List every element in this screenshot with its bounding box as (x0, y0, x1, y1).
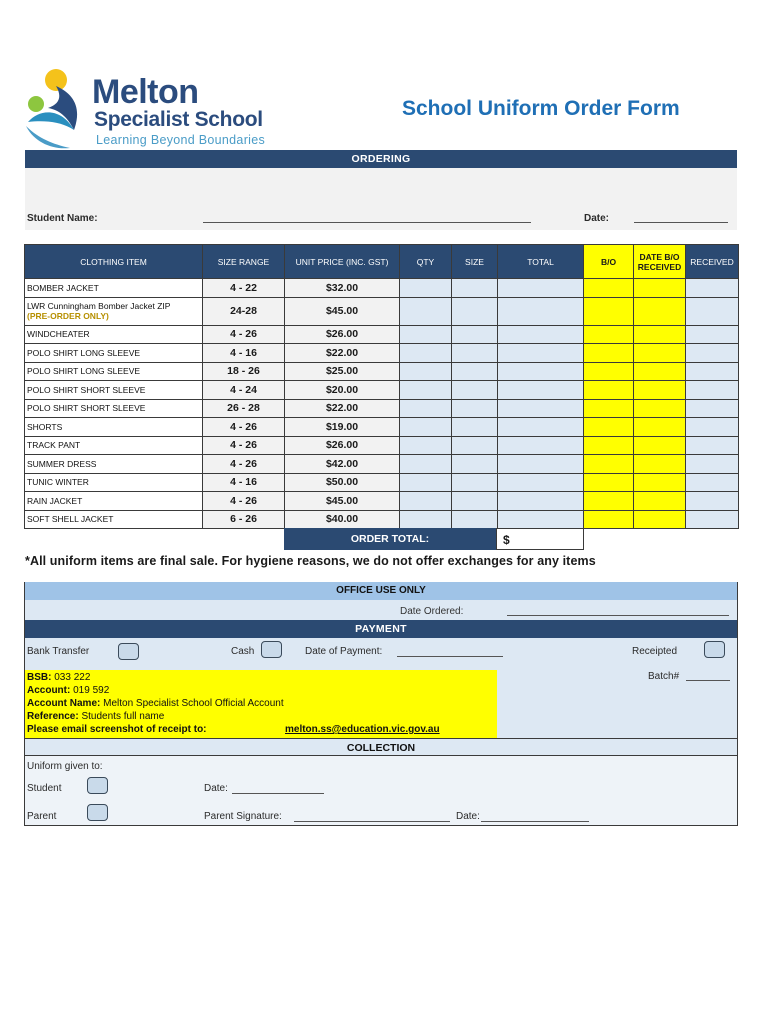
date-bo-received-input[interactable] (634, 436, 686, 455)
unit-price-cell: $22.00 (285, 344, 400, 363)
student-name-field[interactable] (203, 222, 531, 223)
email-instruction: Please email screenshot of receipt to: (27, 724, 207, 735)
qty-input[interactable] (400, 492, 452, 511)
col-header-bo: B/O (584, 245, 634, 279)
total-input[interactable] (498, 362, 584, 381)
qty-input[interactable] (400, 381, 452, 400)
table-row (25, 381, 739, 400)
item-name: POLO SHIRT LONG SLEEVE (27, 366, 141, 377)
qty-input[interactable] (400, 455, 452, 474)
size-range-cell: 18 - 26 (203, 362, 285, 381)
received-input[interactable] (686, 455, 739, 474)
account-value: 019 592 (73, 685, 110, 696)
size-range-cell: 4 - 26 (203, 436, 285, 455)
bo-input[interactable] (584, 473, 634, 492)
parent-signature-label: Parent Signature: (204, 811, 282, 822)
item-name: RAIN JACKET (27, 495, 83, 506)
parent-date-label: Date: (456, 811, 480, 822)
parent-date-field[interactable] (481, 821, 589, 822)
col-header-total: TOTAL (498, 245, 584, 279)
receipted-label: Receipted (632, 646, 678, 657)
qty-input[interactable] (400, 297, 452, 325)
cash-label: Cash (231, 646, 255, 657)
bo-input[interactable] (584, 455, 634, 474)
table-row (25, 399, 739, 418)
size-range-cell: 26 - 28 (203, 399, 285, 418)
logo-text-specialist-school: Specialist School (94, 108, 263, 131)
col-header-date-bo-received: DATE B/O RECEIVED (634, 245, 686, 279)
total-input[interactable] (498, 436, 584, 455)
account-name-label: Account Name: (27, 698, 101, 709)
bo-input[interactable] (584, 325, 634, 344)
size-input[interactable] (452, 381, 498, 400)
item-name: TRACK PANT (27, 440, 81, 451)
bo-input[interactable] (584, 279, 634, 298)
table-row (25, 473, 739, 492)
reference-line (27, 710, 495, 723)
size-input[interactable] (452, 473, 498, 492)
item-cell (25, 297, 203, 325)
total-input[interactable] (498, 510, 584, 529)
date-bo-received-input[interactable] (634, 492, 686, 511)
total-input[interactable] (498, 325, 584, 344)
receipted-checkbox[interactable] (704, 641, 725, 658)
unit-price-cell: $19.00 (285, 418, 400, 437)
col-header-received: RECEIVED (686, 245, 739, 279)
account-name-line (27, 697, 495, 710)
batch-label: Batch# (648, 671, 680, 682)
size-range-cell: 4 - 26 (203, 325, 285, 344)
col-header-unit-price: UNIT PRICE (INC. GST) (285, 245, 400, 279)
col-header-size-range: SIZE RANGE (203, 245, 285, 279)
student-label: Student (27, 783, 62, 794)
bsb-label: BSB: (27, 672, 52, 683)
bo-input[interactable] (584, 399, 634, 418)
bo-input[interactable] (584, 344, 634, 363)
unit-price-cell: $25.00 (285, 362, 400, 381)
bank-details-box (25, 670, 497, 738)
col-header-size: SIZE (452, 245, 498, 279)
bsb-line (27, 671, 495, 684)
unit-price-cell: $40.00 (285, 510, 400, 529)
student-checkbox[interactable] (87, 777, 108, 794)
collection-date-label: Date: (204, 783, 228, 794)
item-cell (25, 455, 203, 474)
unit-price-cell: $50.00 (285, 473, 400, 492)
received-input[interactable] (686, 510, 739, 529)
table-row (25, 344, 739, 363)
order-table (24, 244, 739, 529)
item-name: SHORTS (27, 421, 63, 432)
received-input[interactable] (686, 492, 739, 511)
table-row (25, 455, 739, 474)
qty-input[interactable] (400, 279, 452, 298)
size-range-cell: 6 - 26 (203, 510, 285, 529)
logo-text-melton: Melton (92, 73, 199, 111)
batch-field[interactable] (686, 680, 730, 681)
bo-input[interactable] (584, 510, 634, 529)
account-line (27, 684, 495, 697)
item-name: POLO SHIRT SHORT SLEEVE (27, 384, 146, 395)
item-cell (25, 362, 203, 381)
item-name: SOFT SHELL JACKET (27, 514, 114, 525)
total-input[interactable] (498, 297, 584, 325)
table-row (25, 492, 739, 511)
bo-input[interactable] (584, 436, 634, 455)
total-input[interactable] (498, 418, 584, 437)
bank-transfer-checkbox[interactable] (118, 643, 139, 660)
size-input[interactable] (452, 297, 498, 325)
bank-transfer-label: Bank Transfer (27, 646, 90, 657)
received-input[interactable] (686, 325, 739, 344)
table-row (25, 418, 739, 437)
date-bo-received-input[interactable] (634, 473, 686, 492)
size-input[interactable] (452, 362, 498, 381)
ordering-area (25, 168, 737, 230)
account-name-value: Melton Specialist School Official Account (103, 698, 284, 709)
uniform-given-to-label: Uniform given to: (27, 761, 103, 772)
unit-price-cell: $22.00 (285, 399, 400, 418)
item-name: POLO SHIRT LONG SLEEVE (27, 347, 141, 358)
unit-price-cell: $42.00 (285, 455, 400, 474)
reference-value: Students full name (81, 711, 165, 722)
date-bo-received-input[interactable] (634, 510, 686, 529)
size-range-cell: 4 - 16 (203, 344, 285, 363)
office-use-header: OFFICE USE ONLY (25, 582, 737, 600)
item-cell (25, 344, 203, 363)
received-input[interactable] (686, 297, 739, 325)
item-name: LWR Cunningham Bomber Jacket ZIP (27, 301, 171, 311)
date-bo-received-input[interactable] (634, 297, 686, 325)
received-input[interactable] (686, 436, 739, 455)
unit-price-cell: $26.00 (285, 325, 400, 344)
bo-input[interactable] (584, 492, 634, 511)
size-input[interactable] (452, 492, 498, 511)
cash-checkbox[interactable] (261, 641, 282, 658)
size-range-cell: 4 - 16 (203, 473, 285, 492)
table-header-row (25, 245, 739, 279)
table-row (25, 279, 739, 298)
date-bo-received-input[interactable] (634, 325, 686, 344)
date-bo-received-input[interactable] (634, 418, 686, 437)
table-row (25, 362, 739, 381)
table-row (25, 510, 739, 529)
item-name: POLO SHIRT SHORT SLEEVE (27, 403, 146, 414)
qty-input[interactable] (400, 436, 452, 455)
size-range-cell: 4 - 26 (203, 492, 285, 511)
parent-signature-field[interactable] (294, 821, 450, 822)
item-cell (25, 510, 203, 529)
item-cell (25, 473, 203, 492)
date-of-payment-field[interactable] (397, 656, 503, 657)
received-input[interactable] (686, 362, 739, 381)
item-cell (25, 279, 203, 298)
account-label: Account: (27, 685, 71, 696)
total-input[interactable] (498, 381, 584, 400)
date-ordered-field[interactable] (507, 615, 729, 616)
unit-price-cell: $20.00 (285, 381, 400, 400)
date-ordered-row (25, 600, 737, 620)
total-input[interactable] (498, 492, 584, 511)
qty-input[interactable] (400, 325, 452, 344)
received-input[interactable] (686, 399, 739, 418)
item-cell (25, 381, 203, 400)
order-date-field[interactable] (634, 222, 728, 223)
reference-label: Reference: (27, 711, 79, 722)
item-cell (25, 492, 203, 511)
size-input[interactable] (452, 399, 498, 418)
item-name: TUNIC WINTER (27, 477, 89, 488)
total-input[interactable] (498, 344, 584, 363)
qty-input[interactable] (400, 473, 452, 492)
size-range-cell: 4 - 26 (203, 455, 285, 474)
student-name-label: Student Name: (27, 213, 98, 224)
page-title: School Uniform Order Form (402, 97, 680, 120)
received-input[interactable] (686, 418, 739, 437)
parent-label: Parent (27, 811, 57, 822)
date-bo-received-input[interactable] (634, 362, 686, 381)
item-name: SUMMER DRESS (27, 458, 97, 469)
size-input[interactable] (452, 325, 498, 344)
total-input[interactable] (498, 473, 584, 492)
received-input[interactable] (686, 473, 739, 492)
date-of-payment-label: Date of Payment: (305, 646, 383, 657)
date-bo-received-input[interactable] (634, 381, 686, 400)
date-bo-received-input[interactable] (634, 399, 686, 418)
unit-price-cell: $32.00 (285, 279, 400, 298)
collection-area (25, 756, 737, 825)
order-total-label: ORDER TOTAL: (284, 528, 496, 550)
col-header-item: CLOTHING ITEM (25, 245, 203, 279)
size-input[interactable] (452, 418, 498, 437)
size-range-cell: 4 - 26 (203, 418, 285, 437)
item-cell (25, 436, 203, 455)
unit-price-cell: $45.00 (285, 492, 400, 511)
item-note: (PRE-ORDER ONLY) (27, 311, 109, 321)
logo-figure-icon (22, 64, 102, 156)
col-header-qty: QTY (400, 245, 452, 279)
size-input[interactable] (452, 344, 498, 363)
size-range-cell: 24-28 (203, 297, 285, 325)
item-name: BOMBER JACKET (27, 282, 99, 293)
item-name: WINDCHEATER (27, 329, 90, 340)
qty-input[interactable] (400, 418, 452, 437)
table-row (25, 325, 739, 344)
qty-input[interactable] (400, 362, 452, 381)
unit-price-cell: $45.00 (285, 297, 400, 325)
collection-section-header: COLLECTION (25, 738, 737, 756)
collection-date-field[interactable] (232, 793, 324, 794)
received-input[interactable] (686, 381, 739, 400)
size-range-cell: 4 - 24 (203, 381, 285, 400)
bo-input[interactable] (584, 418, 634, 437)
qty-input[interactable] (400, 399, 452, 418)
final-sale-note: *All uniform items are final sale. For hygiene reasons, we do not offer exchanges for any items (25, 554, 596, 568)
payment-section-header: PAYMENT (25, 620, 737, 638)
table-row (25, 297, 739, 325)
email-link[interactable]: melton.ss@education.vic.gov.au (285, 724, 440, 735)
received-input[interactable] (686, 279, 739, 298)
order-date-label: Date: (584, 213, 610, 224)
date-bo-received-input[interactable] (634, 344, 686, 363)
bsb-value: 033 222 (54, 672, 91, 683)
date-bo-received-input[interactable] (634, 279, 686, 298)
qty-input[interactable] (400, 510, 452, 529)
item-cell (25, 325, 203, 344)
order-total-field[interactable]: $ (496, 528, 584, 550)
item-cell (25, 418, 203, 437)
item-cell (25, 399, 203, 418)
size-input[interactable] (452, 279, 498, 298)
logo-tagline: Learning Beyond Boundaries (96, 133, 266, 147)
bo-input[interactable] (584, 297, 634, 325)
bo-input[interactable] (584, 381, 634, 400)
size-input[interactable] (452, 510, 498, 529)
unit-price-cell: $26.00 (285, 436, 400, 455)
total-input[interactable] (498, 279, 584, 298)
parent-checkbox[interactable] (87, 804, 108, 821)
date-ordered-label: Date Ordered: (400, 606, 464, 617)
bo-input[interactable] (584, 362, 634, 381)
date-bo-received-input[interactable] (634, 455, 686, 474)
total-input[interactable] (498, 455, 584, 474)
total-input[interactable] (498, 399, 584, 418)
ordering-section-header: ORDERING (25, 150, 737, 168)
qty-input[interactable] (400, 344, 452, 363)
school-logo (22, 60, 282, 152)
size-input[interactable] (452, 455, 498, 474)
table-row (25, 436, 739, 455)
size-input[interactable] (452, 436, 498, 455)
size-range-cell: 4 - 22 (203, 279, 285, 298)
received-input[interactable] (686, 344, 739, 363)
